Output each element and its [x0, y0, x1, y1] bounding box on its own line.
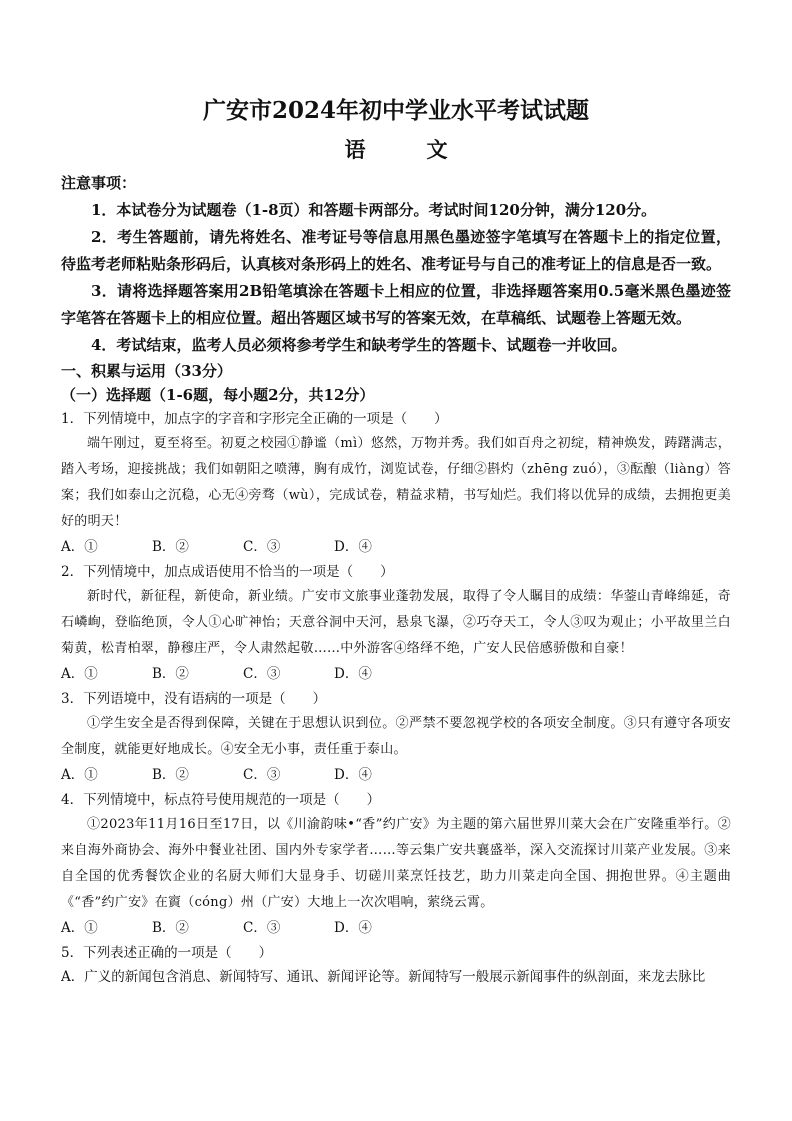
notice-item-4: 4．考试结束，监考人员必须将参考学生和缺考学生的答题卡、试题卷一并收回。	[91, 335, 627, 354]
question-4-stem: 4．下列情境中，标点符号使用规范的一项是（ ）	[61, 791, 381, 808]
option-a: A．①	[61, 766, 98, 783]
question-4-options	[61, 916, 731, 941]
notice-item-1: 1．本试卷分为试题卷（1-8页）和答题卡两部分。考试时间120分钟，满分120分。	[91, 200, 657, 219]
question-1-passage: 端午刚过，夏至将至。初夏之校园①静谧（mì）悠然，万物并秀。我们如百舟之初绽，精神焕发，踌躇满志，踏入考场，迎接挑战；我们如朝阳之喷薄，胸有成竹，浏览试卷，仔细②斟灼（zhēng zuó），③酝酿（liàng）答案；我们如泰山之沉稳，心无④旁骛（wù），完成试卷，精益求精，书写灿烂。我们将以优异的成绩，去拥抱更美好的明天！	[61, 435, 731, 529]
option-c: C．③	[243, 538, 281, 555]
question-2-options	[61, 662, 731, 687]
option-a: A．①	[61, 665, 98, 682]
question-2-stem: 2．下列情境中，加点成语使用不恰当的一项是（ ）	[61, 563, 394, 580]
question-5-option-a: A．广义的新闻包含消息、新闻特写、通讯、新闻评论等。新闻特写一般展示新闻事件的纵剖面，来龙去脉比	[61, 968, 706, 985]
option-b: B．②	[152, 665, 189, 682]
exam-title: 广安市2024年初中学业水平考试试题	[202, 97, 589, 124]
option-c: C．③	[243, 919, 281, 936]
sub-section-heading: （一）选择题（1-6题，每小题2分，共12分）	[61, 385, 375, 404]
question-1-options	[61, 535, 731, 560]
option-b: B．②	[152, 766, 189, 783]
option-c: C．③	[243, 665, 281, 682]
option-c: C．③	[243, 766, 281, 783]
option-b: B．②	[152, 538, 189, 555]
option-d: D．④	[334, 919, 372, 936]
notice-item-3: 3．请将选择题答案用2B铅笔填涂在答题卡上相应的位置，非选择题答案用0.5毫米黑色墨迹签字笔答在答题卡上的相应位置。超出答题区域书写的答案无效，在草稿纸、试题卷上答题无效。	[61, 281, 731, 327]
exam-subject: 语 文	[344, 137, 468, 162]
option-d: D．④	[334, 538, 372, 555]
question-5-stem: 5．下列表述正确的一项是（ ）	[61, 944, 273, 961]
option-d: D．④	[334, 766, 372, 783]
exam-content	[61, 170, 731, 989]
question-3-stem: 3．下列语境中，没有语病的一项是（ ）	[61, 690, 327, 707]
question-3-passage: ①学生安全是否得到保障，关键在于思想认识到位。②严禁不要忽视学校的各项安全制度。③只有遵守各项安全制度，就能更好地成长。④安全无小事，责任重于泰山。	[61, 715, 731, 757]
option-a: A．①	[61, 538, 98, 555]
option-b: B．②	[152, 919, 189, 936]
notice-label: 注意事项：	[61, 174, 137, 192]
question-2-passage: 新时代，新征程，新使命，新业绩。广安市文旅事业蓬勃发展，取得了令人瞩目的成绩：华蓥山青峰绵延，奇石嶙峋，登临绝顶，令人①心旷神怡；天意谷洞中天河，悬泉飞瀑，②巧夺天工，令人③叹为观止；小平故里兰白菊黄，松青柏翠，静穆庄严，令人肃然起敬……中外游客④络绎不绝，广安人民倍感骄傲和自豪！	[61, 588, 731, 656]
notice-item-2: 2．考生答题前，请先将姓名、准考证号等信息用黑色墨迹签字笔填写在答题卡上的指定位置，待监考老师粘贴条形码后，认真核对条形码上的姓名、准考证号与自己的准考证上的信息是否一致。	[61, 227, 731, 273]
option-a: A．①	[61, 919, 98, 936]
question-1-stem: 1．下列情境中，加点字的字音和字形完全正确的一项是（ ）	[61, 410, 448, 427]
question-4-passage: ①2023年11月16日至17日，以《川渝韵味•“香”约广安》为主题的第六届世界川菜大会在广安隆重举行。②来自海外商协会、海外中餐业社团、国内外专家学者……等云集广安共襄盛举，深入交流探讨川菜产业发展。③来自全国的优秀餐饮企业的名厨大师们大显身手、切磋川菜烹饪技艺，助力川菜走向全国、拥抱世界。④主题曲《“香”约广安》在賨（cóng）州（广安）大地上一次次唱响，萦绕云霄。	[61, 816, 731, 910]
section-heading: 一、积累与运用（33分）	[61, 361, 232, 380]
option-d: D．④	[334, 665, 372, 682]
question-3-options	[61, 763, 731, 788]
